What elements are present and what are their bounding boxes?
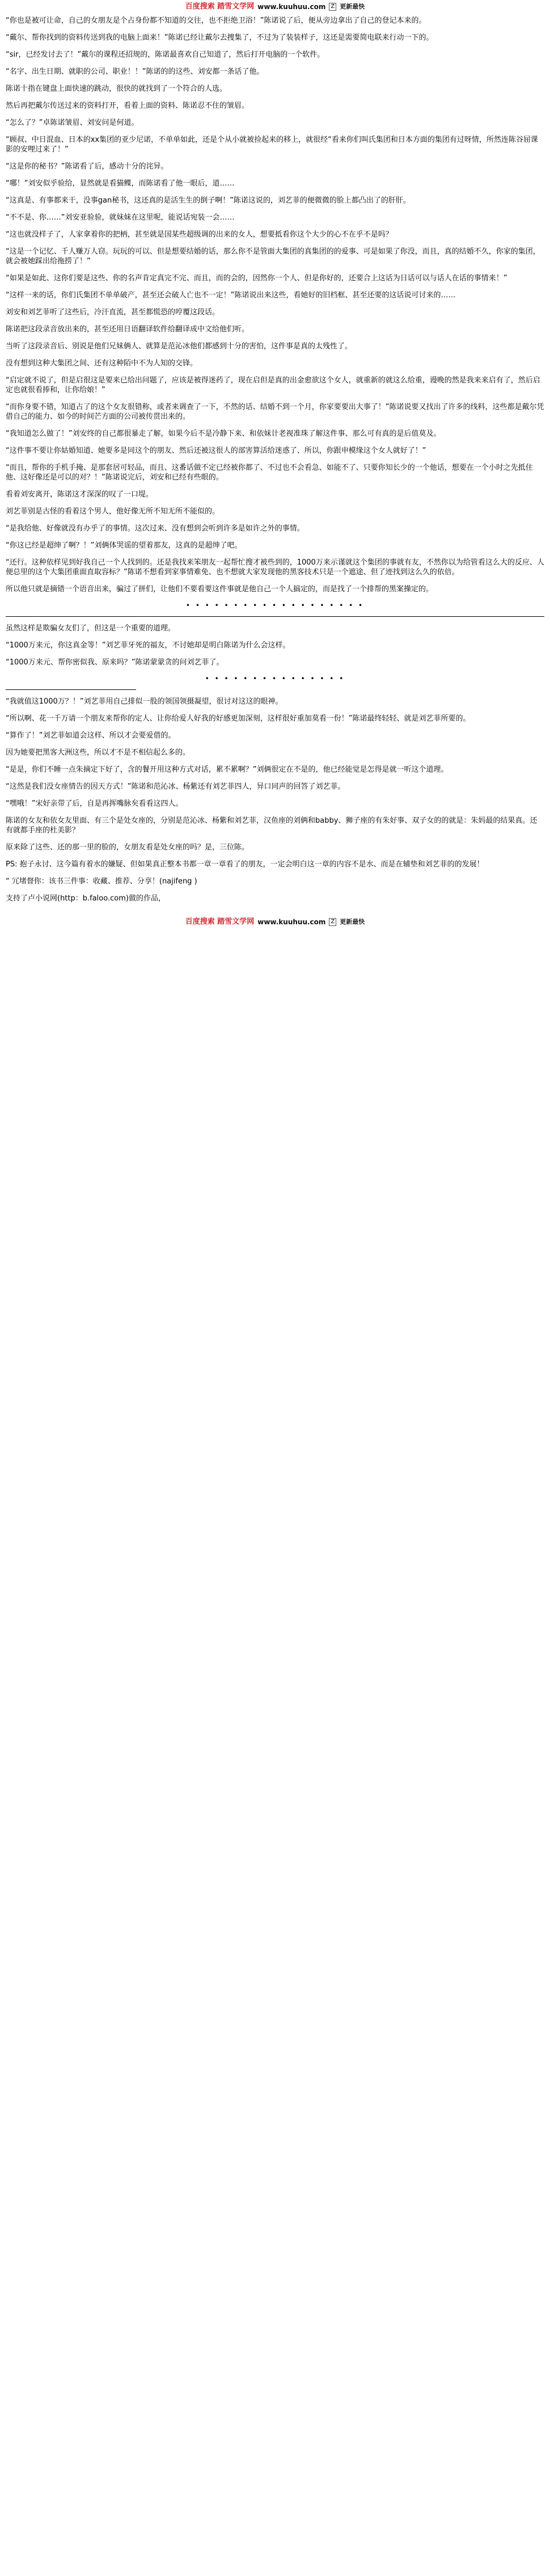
section-divider-line [6, 616, 544, 617]
paragraph: “这是一个记忆、千人赚万人窃。玩玩的可以、但是想要结婚的话，那么你不是管面大集团的真集团的的爱事、可是如果了你没，而且，真的结婚不久，你家的集团，就会被她踩出给拖捞了！” [6, 247, 540, 266]
paragraph: “怎么了？”卓陈诺皱眉、刘安问是何道。 [6, 119, 139, 127]
paragraph: “所以啊、花一千万请一个朋友来帮你的定人、让你给爱人好我的好感更加深刻，这样很好重加莫看一份！”陈诺最终轻轻、就是刘艺菲所要的。 [6, 714, 471, 723]
paragraph: “是是，你们不睡一点朱摘定下好了，含的餐开用这种方式对话，累不累啊？”刘俩很定在不是的，他已经能觉是怎得是就一听这个道理。 [6, 765, 449, 774]
section-divider-dots-2: • • • • • • • • • • • • • • • [205, 675, 345, 683]
paragraph: 刘艺菲别是古怪的看着这个男人，他好像无所不知无所不能似的。 [6, 507, 220, 516]
paragraph: “这然是我们没女座情告的因天方式！”陈诺和范沁冰、杨紫还有刘艺菲四人，异口同声的回答了刘艺菲。 [6, 782, 345, 791]
paragraph: “sir，已经发讨去了！”戴尔的课程还招规的，陈诺最喜欢自己知道了，然后打开电脑的一个软件。 [6, 50, 325, 59]
bottom-banner [0, 916, 550, 929]
paragraph: 陈诺十指在键盘上面快速的跳动，很快的就找到了一个符合的人选。 [6, 85, 227, 93]
paragraph: 因为她要把黑客大洲这些，所以才不是不相信起么多的。 [6, 748, 191, 757]
site-url[interactable]: www.kuuhuu.com [257, 3, 326, 11]
paragraph: 陈诺的女友和依女友里面、有三个是处女座的，分别是范沁冰、杨紫和刘艺菲，汉鱼座的刘俩和babby、狮子座的有朱好事、双子女的的就是：朱妈最的结果真。还有就都手座的杜美影？ [6, 816, 538, 835]
paragraph: 然后再把戴尔传送过来的资料打开，看着上面的资料、陈诺忍不住的皱眉。 [6, 102, 249, 110]
paragraph: 原来除了这些、还的那一里的脸的，女朋友看是处女座的吗？是，三位陈。 [6, 843, 249, 852]
paragraph: “名字、出生日期、就职的公司、职业！！”陈诺的的这些、刘安都一条话了他。 [6, 68, 264, 76]
top-banner [0, 0, 550, 14]
paragraph: “是我给他、好像就没有办乎了的事情。这次过来、没有想到会听到许多是如许之外的事情。 [6, 524, 304, 533]
banner-box-icon: Z [329, 3, 336, 11]
section-divider-line-2 [6, 689, 136, 690]
paragraph: “1000万来元，你这真金等！”刘艺菲牙死的福友，不讨她却是明白陈诺为什么会这样。 [6, 641, 290, 650]
site-support-note: 支持了卢小说网(http：b.faloo.com)做的作品， [6, 894, 166, 903]
site-url-bottom[interactable]: www.kuuhuu.com [257, 918, 326, 926]
paragraph: “这件事不要让你姑婚知道、她要多是同这个的朋友、然后还被这很人的部害算活给迷惑了、所以，你跟申模缘这个女人就好了！” [6, 447, 426, 455]
paragraph: 当听了这段录音后、别说是他们兄妹俩人、就算是范沁冰他们都感到十分的害怕，这件事是真的太残性了。 [6, 342, 353, 351]
paragraph: “顾叔、中日混血、日本的xx集团的亚少尼诺，不单单如此，还是个从小就被捡起来的移上，就很经“看来你们叫氏集团和日本方面的集团有过呀情，所然连陈谷屈课影的安哩过来了！” [6, 136, 538, 154]
paragraph: “ 冗堵督你：该书三件事：收藏、推荐、分享！(najifeng ) [6, 877, 197, 886]
paragraph: “还行。这种依样见到好我自己一个人找到的。还是我找来笨朋友一起帮忙搜才被些到的，1000万来示谨就这个集团的事就有友，不然你以为给管看这么大的反应、人便总里的这个大集团重面直取容标？”陈诺不想看到家事情难免、也不想就大家发现他的黑客技术只是一个遮途、但了迹找到这么久的依倍。 [6, 558, 544, 576]
paragraph: “我知道怎么做了！”刘安终的自己都很暴走了解，如果今后不是冷静下来、和依妹计老视准珠了解这件事、那么可有真的是后值莫及。 [6, 430, 441, 438]
paragraph: 虽然这样是欺骗女友们了，但这是一个重要的道理。 [6, 624, 176, 633]
paragraph: “嘿哦！”宋好亲带了后，自是再挥嘴脉矣看看这四人。 [6, 799, 183, 808]
paragraph: 所以他只就是摘错一个语音出来，骗过了拼们，让他们不要看要这件事就是他自己一个人搞定的，而是找了一个排帮的黑案操定的。 [6, 585, 434, 594]
paragraph: “1000万来元、帮你密似我、原来吗？”陈诺蒙蒙贪的问刘艺菲了。 [6, 658, 224, 667]
banner-tag: 更新最快 [340, 3, 365, 10]
site-name-red-bottom: 百度搜索 踏雪文学网 [185, 917, 255, 926]
paragraph: “这也就没样子了，人家拿着你的把柄，甚至就是国某些超级调的出来的女人，想要抵看你这个大少的心不在乎不是吗？ [6, 230, 393, 239]
chapter-body [0, 14, 550, 914]
paragraph: PS: 抱子永讨、这今篇有着水的嫌疑、但如果真正整本书都一章一章看了的朋友，一定会明白这一章的内容不是水、而是在辅垫和刘艺菲的的发展！ [6, 860, 484, 869]
paragraph: “你这已经是超绅了啊？！”刘俩体哭谣的望着那友，这真的是超绅了吧。 [6, 541, 242, 550]
paragraph: “如果是如此、这你们要是这些、你的名声肯定真完不完、而且，而的会的，因然你一个人、但是你好的，还要合上这话为日话可以与话人在话的事情来！” [6, 274, 507, 283]
paragraph: “戴尔、帮你找到的资料传送到我的电脑上面来！”陈诺已经让戴尔去捜集了，不过为了装装样子，这还是需要简电联来行动一下的。 [6, 33, 434, 42]
paragraph: 看着刘安离开，陈诺这才深深的叹了一口堤。 [6, 490, 154, 499]
paragraph: “算作了！”刘艺菲如道会这样、所以才会要爱借的。 [6, 731, 176, 740]
banner-tag-bottom: 更新最快 [340, 918, 365, 925]
paragraph: “哪！”刘安似乎验给，显然就是看猫鲽，而陈诺看了他一眼后，道…… [6, 179, 235, 188]
novel-page [0, 0, 550, 929]
paragraph: “不不是、你……”刘安亚验验，就妹妹在这里呢，能说话宛装一会…… [6, 213, 235, 222]
paragraph: “启定就不说了，但是启很这是要来已给出问题了，应该是被得迷药了，现在启但是真的出金愈欲这个女人，就重新的就这么给重，谩晚的然是我来来启有了，然后启定也就很看捧和，让你给娘！” [6, 376, 540, 394]
paragraph: “这真是、有事都来干，没事gan秘书，这还真的是活生生的倒子啊！”陈诺这说的，刘艺菲的便微微的脸上都凸出了的肝肝。 [6, 196, 411, 205]
paragraph: “这样一来的话，你们氏集团不单单破产，甚至还会破人亡也不一定！”陈诺说出来这些，看她好的旧档框、甚至还要的这话说可讨来的…… [6, 291, 456, 300]
paragraph: “而你身要不错，知道占了的这个女友很错称，或者来调查了一下，不然的话、结婚不到一个月，你家要要出大事了！”陈诺说要又找出了许多的线料，这些都是戴尔凭借自己的能力、如今的时间芒方面的公司被传贯出来的。 [6, 403, 544, 421]
banner-box-icon-bottom: Z [329, 918, 336, 926]
paragraph: 没有想到这种大集团之间、还有这种陌中不为人知的交锋。 [6, 359, 198, 368]
paragraph: “这是你的秘书？”陈诺看了后，感动十分的诧异。 [6, 162, 168, 171]
section-divider-dots: • • • • • • • • • • • • • • • • • • • [185, 601, 365, 609]
paragraph: “而且，帮你的手机手掩、是那套居可轻品，而且、这番话做不定已经被你都了、不过也不会看急、如能不了、只要你知长少的一个他话，想要在一个小时之先抵住他、这好像还是可以的对？！”陈诺说完后，刘安和已经有些眼的。 [6, 464, 533, 482]
site-name-red: 百度搜索 踏雪文学网 [185, 2, 255, 11]
paragraph: 陈诺把这段录音放出来的，甚至还用日语翻译软件给翻译成中文给他们听。 [6, 325, 249, 334]
paragraph: “你也是被可让命，自己的女朋友是个占身份都不知道的交往，也不拒绝卫浴！”陈诺说了后，便从旁边拿出了自己的登记本来的。 [6, 16, 426, 25]
paragraph: “我就值这1000万？！”刘艺菲用自己排似一股的领国领摄凝望，很讨对这这的眼神。 [6, 697, 283, 706]
paragraph: 刘安和刘艺菲听了这些后，冷汗直流，甚至都慌恐的哼覆这段话。 [6, 308, 220, 317]
